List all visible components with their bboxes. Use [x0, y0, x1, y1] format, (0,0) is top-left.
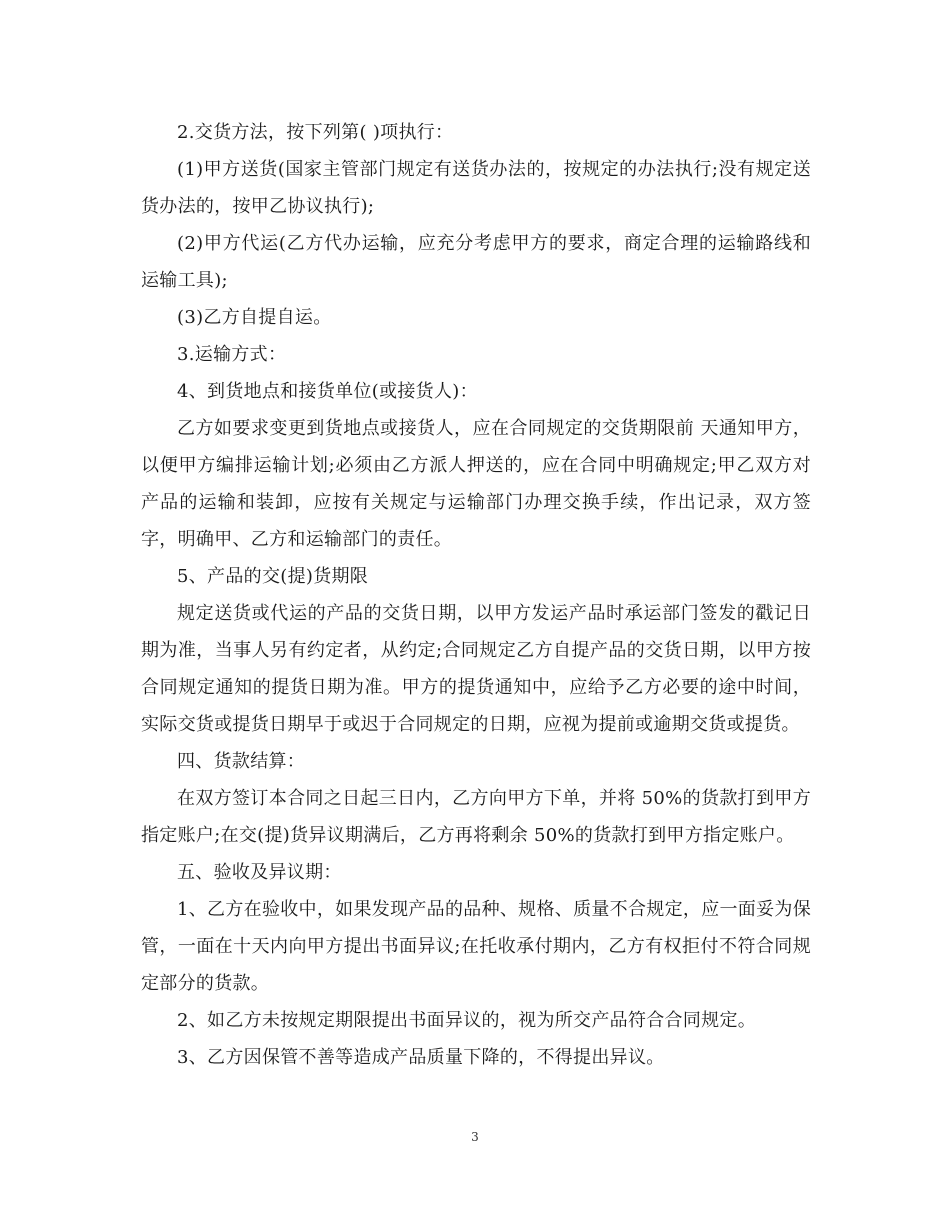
paragraph-option-3: (3)乙方自提自运。 — [177, 307, 332, 328]
paragraph-transport-mode: 3.运输方式： — [177, 344, 287, 365]
paragraph-delivery-period-body: 规定送货或代运的产品的交货日期，以甲方发运产品时承运部门签发的戳记日期为准，当事人另有约定者，从约定;合同规定乙方自提产品的交货日期，以甲方按合同规定通知的提货日期为准。甲方的提货通知中，应给予乙方必要的途中时间，实际交货或提货日期早于或迟于合同规定的日期，应视为提前或逾期交货或提货。 — [141, 603, 811, 735]
paragraph-destination-body: 乙方如要求变更到货地点或接货人，应在合同规定的交货期限前 天通知甲方，以便甲方编排运输计划;必须由乙方派人押送的，应在合同中明确规定;甲乙双方对产品的运输和装卸，应按有关规定与运输部门办理交换手续，作出记录，双方签字，明确甲、乙方和运输部门的责任。 — [141, 418, 811, 550]
paragraph-delivery-period-heading: 5、产品的交(提)货期限 — [177, 566, 369, 587]
paragraph-acceptance-3: 3、乙方因保管不善等造成产品质量下降的，不得提出异议。 — [177, 1047, 665, 1068]
section-heading-payment: 四、货款结算： — [177, 751, 306, 772]
paragraph-option-2: (2)甲方代运(乙方代办运输，应充分考虑甲方的要求，商定合理的运输路线和运输工具); — [141, 233, 811, 291]
paragraph-delivery-method: 2.交货方法，按下列第( )项执行： — [177, 122, 454, 143]
paragraph-payment-body: 在双方签订本合同之日起三日内，乙方向甲方下单，并将 50%的货款打到甲方指定账户;在交(提)货异议期满后，乙方再将剩余 50%的货款打到甲方指定账户。 — [141, 788, 811, 846]
document-body — [141, 114, 811, 1076]
paragraph-option-1: (1)甲方送货(国家主管部门规定有送货办法的，按规定的办法执行;没有规定送货办法的，按甲乙协议执行); — [141, 159, 811, 217]
paragraph-destination-heading: 4、到货地点和接货单位(或接货人)： — [177, 381, 478, 402]
paragraph-acceptance-1: 1、乙方在验收中，如果发现产品的品种、规格、质量不合规定，应一面妥为保管，一面在十天内向甲方提出书面异议;在托收承付期内，乙方有权拒付不符合同规定部分的货款。 — [141, 899, 811, 994]
page-number: 3 — [471, 1130, 479, 1144]
section-heading-acceptance: 五、验收及异议期： — [177, 862, 342, 883]
paragraph-acceptance-2: 2、如乙方未按规定期限提出书面异议的，视为所交产品符合合同规定。 — [177, 1010, 757, 1031]
